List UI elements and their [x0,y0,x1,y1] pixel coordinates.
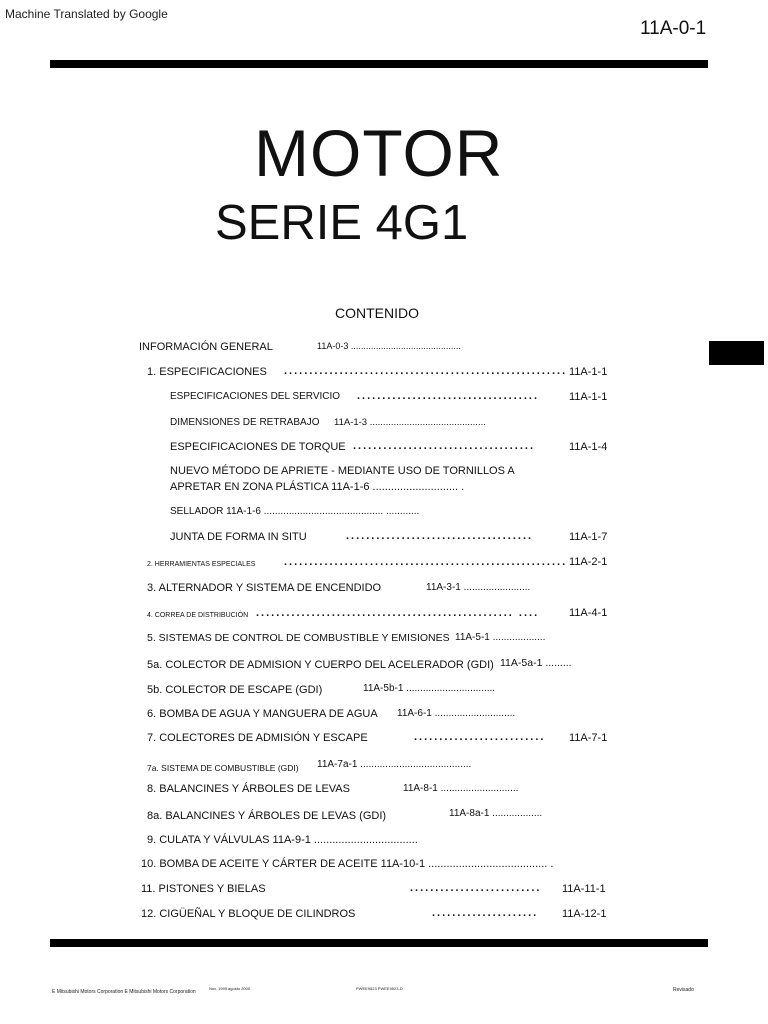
toc-item-intake-exhaust-manifolds-page: 11A-7-1 [569,732,608,744]
toc-item-pistons-rods-page: 11A-11-1 [562,883,606,895]
toc-item-torque-specs: ESPECIFICACIONES DE TORQUE [170,441,346,453]
toc-item-intake-exhaust-manifolds-leader: .......................... [414,731,546,743]
footer-copyright: E Mitsubishi Motors Corporation E Mitsubishi Motors Corporation [52,989,196,995]
toc-item-water-pump-ref: 11A-6-1 ............................. [397,708,516,719]
footer-revision-date: Nov. 1995 agosto 2000 [209,986,251,991]
toc-item-form-in-place-gasket: JUNTA DE FORMA IN SITU [170,531,307,543]
toc-item-special-tools: 2. HERRAMIENTAS ESPECIALES [147,561,256,568]
top-rule [50,60,708,68]
toc-item-sealant: SELLADOR 11A-1-6 ........................................... ............ [170,506,420,517]
toc-item-rocker-arms-camshafts: 8. BALANCINES Y ÁRBOLES DE LEVAS [147,783,350,795]
toc-item-tightening-method: NUEVO MÉTODO DE APRIETE - MEDIANTE USO DE TORNILLOS A [170,465,515,477]
toc-item-intake-exhaust-manifolds: 7. COLECTORES DE ADMISIÓN Y ESCAPE [147,732,368,744]
footer-status: Revisado [673,987,694,993]
toc-item-specifications-page: 11A-1-1 [569,366,608,378]
toc-item-special-tools-leader: ........................................................ [284,556,568,568]
toc-item-torque-specs-leader: .................................... [353,440,536,452]
toc-item-alternator-ignition-ref: 11A-3-1 ........................ [426,582,531,593]
toc-item-fuel-emission-control-ref: 11A-5-1 ................... [455,632,546,643]
toc-item-torque-specs-page: 11A-1-4 [569,441,608,453]
toc-item-fuel-system-gdi: 7a. SISTEMA DE COMBUSTIBLE (GDI) [147,763,299,773]
contents-heading: CONTENIDO [335,305,419,321]
toc-item-pistons-rods-leader: .......................... [410,882,542,894]
toc-item-intake-manifold-gdi-ref: 11A-5a-1 ......... [500,657,572,669]
toc-item-tightening-method-line2: APRETAR EN ZONA PLÁSTICA 11A-1-6 ............................ . [170,481,465,493]
toc-item-rocker-arms-camshafts-gdi: 8a. BALANCINES Y ÁRBOLES DE LEVAS (GDI) [147,810,387,822]
toc-item-service-specs-leader: .................................... [357,390,540,402]
toc-item-cylinder-head-valves: 9. CULATA Y VÁLVULAS 11A-9-1 .................................. [147,834,418,846]
toc-item-rocker-arms-camshafts-ref: 11A-8-1 ............................ [403,783,519,794]
toc-item-service-specs: ESPECIFICACIONES DEL SERVICIO [170,391,341,402]
toc-item-exhaust-manifold-gdi-ref: 11A-5b-1 ................................ [363,683,496,694]
footer-publication-code: PWEE9523 PWEE9523-D [356,986,403,991]
machine-translation-note: Machine Translated by Google [5,7,168,21]
toc-item-timing-belt-leader: ................................................... .... [256,607,540,619]
toc-item-intake-manifold-gdi: 5a. COLECTOR DE ADMISION Y CUERPO DEL ACELERADOR (GDI) [147,659,494,671]
toc-item-water-pump: 6. BOMBA DE AGUA Y MANGUERA DE AGUA [147,708,378,720]
toc-item-form-in-place-gasket-page: 11A-1-7 [569,531,608,543]
toc-item-general-info: INFORMACIÓN GENERAL [139,341,273,353]
toc-item-oil-pump-oil-pan: 10. BOMBA DE ACEITE Y CÁRTER DE ACEITE 11A-10-1 ....................................... . [141,858,554,870]
toc-item-timing-belt: 4. CORREA DE DISTRIBUCIÓN [147,612,249,619]
toc-item-form-in-place-gasket-leader: ..................................... [346,530,534,542]
page-number: 11A-0-1 [640,18,707,39]
toc-item-rocker-arms-camshafts-gdi-ref: 11A-8a-1 .................. [449,808,543,819]
toc-item-rework-dimensions: DIMENSIONES DE RETRABAJO [170,417,320,428]
toc-item-pistons-rods: 11. PISTONES Y BIELAS [141,883,266,895]
toc-item-service-specs-page: 11A-1-1 [569,391,608,403]
toc-item-general-info-ref: 11A-0-3 ............................................ [317,341,461,351]
toc-item-fuel-system-gdi-ref: 11A-7a-1 ........................................ [317,759,472,770]
toc-item-crankshaft-cylinder-block: 12. CIGÜEÑAL Y BLOQUE DE CILINDROS [141,908,356,920]
toc-item-specifications: 1. ESPECIFICACIONES [147,366,267,378]
document-subtitle: SERIE 4G1 [215,196,469,250]
toc-item-exhaust-manifold-gdi: 5b. COLECTOR DE ESCAPE (GDI) [147,684,323,696]
toc-item-rework-dimensions-ref: 11A-1-3 ............................................ [334,417,486,428]
toc-item-fuel-emission-control: 5. SISTEMAS DE CONTROL DE COMBUSTIBLE Y EMISIONES [147,632,450,644]
toc-item-specifications-leader: ........................................................ [284,365,568,377]
toc-item-crankshaft-cylinder-block-page: 11A-12-1 [562,908,607,920]
toc-item-special-tools-page: 11A-2-1 [569,556,608,568]
document-title: MOTOR [254,116,504,190]
bottom-rule [50,939,708,947]
section-tab-marker [709,341,764,365]
toc-item-crankshaft-cylinder-block-leader: ..................... [432,907,539,919]
toc-item-alternator-ignition: 3. ALTERNADOR Y SISTEMA DE ENCENDIDO [147,582,382,594]
toc-item-timing-belt-page: 11A-4-1 [569,607,608,619]
